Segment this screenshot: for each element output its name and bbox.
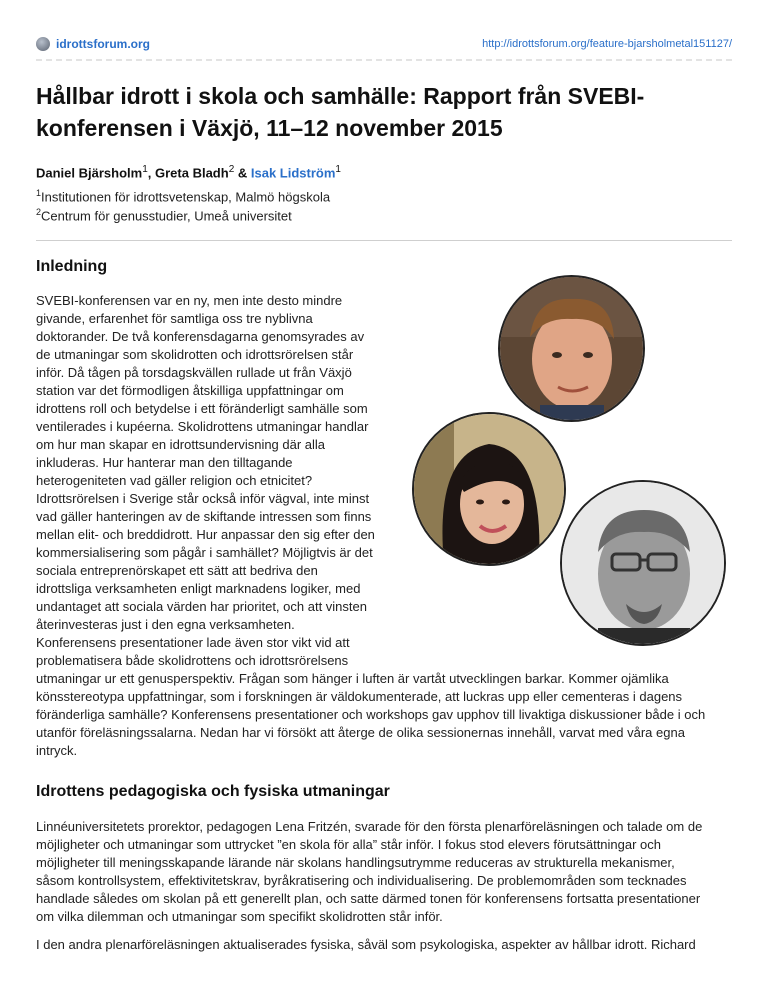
intro-paragraph-narrow [36, 292, 406, 670]
affiliation-sup: 2 [36, 207, 42, 217]
section-paragraph [36, 936, 736, 954]
site-brand[interactable] [36, 37, 150, 51]
text-line: heterogeniteten vad gäller religion och etnicitet? [36, 473, 313, 488]
text-line: könsstereotypa uppfattningar, som i forskningen är väldokumenterade, att luckras upp eller cementeras i dagens [36, 689, 683, 704]
divider [36, 240, 732, 241]
text-line: utmaningar ur ett genusperspektiv. Frågan som hänger i luften är vartåt utvecklingen barkar. Kommer ojämlika [36, 671, 669, 686]
author-list [36, 164, 341, 180]
text-line: utanför föreläsningssalarna. Nedan har vi försökt att återge de olika sessionernas innehåll, varvat med våra egna [36, 725, 685, 740]
text-line: handlade således om skolan på ett generellt plan, och satte därmed tonen för konferensens fortsatta presentationer [36, 891, 701, 906]
affiliation-sup: 1 [36, 188, 42, 198]
globe-icon [36, 37, 50, 51]
affiliation [36, 188, 330, 204]
section-paragraph [36, 818, 736, 926]
text-line: möjligheter och utmaningar som uttrycket ”en skola för alla” står inför. I fokus stod elevers förutsättningar och [36, 837, 662, 852]
affiliation [36, 207, 292, 223]
text-line: återinvesteras just i den egna verksamheten. [36, 617, 295, 632]
text-line: möjligheter till meningsskapande lärande när skolans handlingsutrymme reduceras av strukturella mekanismer, [36, 855, 675, 870]
text-line: Idrottsrörelsen i Sverige står också inför vägval, inte minst [36, 491, 370, 506]
text-line: station var det förmodligen åtskilliga uppfattningar om [36, 383, 344, 398]
text-line: om vilka dilemman och utmaningar som specifikt skolidrotten står inför. [36, 909, 443, 924]
author-name: Greta Bladh [155, 165, 229, 181]
text-line: sociala entreprenörskapet ett sätt att bedriva den [36, 563, 318, 578]
text-line: I den andra plenarföreläsningen aktualiserades fysiska, såväl som psykologiska, aspekter av hållbar idrott. Richard [36, 937, 696, 952]
text-line: inför. Då tågen på torsdagskvällen rullade ut från Växjö [36, 365, 352, 380]
author-link[interactable]: Isak Lidström [250, 165, 336, 181]
author-portrait-3 [560, 480, 726, 646]
author-separator: , [147, 165, 155, 181]
text-line: Linnéuniversitetets prorektor, pedagogen Lena Fritzén, svarade för den första plenarföreläsningen och talade om de [36, 819, 703, 834]
source-url-link[interactable]: http://idrottsforum.org/feature-bjarsholmetal151127/ [482, 38, 732, 50]
text-line: Konferensens presentationer lade även stor vikt vid att [36, 635, 350, 650]
author-sup: 2 [228, 164, 235, 175]
text-line: idrottens roll och betydelse i ett föränderligt samhälle som [36, 401, 368, 416]
text-line: givande, erfarenhet för samtliga oss tre nyblivna [36, 311, 313, 326]
text-line: idrottsliga verksamheten enligt marknadens logiker, med [36, 581, 361, 596]
text-line: om hur man skapar en idrottsundervisning där alla [36, 437, 326, 452]
text-line: intryck. [36, 743, 78, 758]
text-line: inkluderas. Hur hanterar man den tilltagande [36, 455, 293, 470]
author-separator: & [234, 165, 251, 181]
text-line: mellan elit- och breddidrott. Hur anpassar den sig efter den [36, 527, 375, 542]
site-name-link[interactable]: idrottsforum.org [56, 37, 150, 51]
affiliation-text: Institutionen för idrottsvetenskap, Malmö högskola [41, 189, 331, 205]
author-portrait-2 [412, 412, 566, 566]
author-portrait-1 [498, 275, 645, 422]
page-header [36, 33, 732, 61]
text-line: SVEBI-konferensen var en ny, men inte desto mindre [36, 293, 343, 308]
text-line: ventilerades i kupéerna. Skolidrottens utmaningar handlar [36, 419, 369, 434]
section-heading: Inledning [36, 258, 108, 275]
article-title: Hållbar idrott i skola och samhälle: Rapport från SVEBI-konferensen i Växjö, 11–12 november 2015 [36, 83, 645, 141]
text-line: vad gäller hanteringen av de skiftande intressen som finns [36, 509, 372, 524]
text-line: de utmaningar som skolidrotten och idrottsrörelsen står [36, 347, 354, 362]
section-heading: Idrottens pedagogiska och fysiska utmaningar [36, 783, 390, 800]
author-sup: 1 [335, 164, 341, 175]
affiliation-text: Centrum för genusstudier, Umeå universitet [41, 208, 292, 224]
text-line: föränderliga samhälle? Konferensens presentationer och workshops gav upphov till livaktiga diskussioner både i och [36, 707, 706, 722]
intro-paragraph-full [36, 670, 736, 760]
text-line: doktorander. De två konferensdagarna genomsyrades av [36, 329, 365, 344]
text-line: kommersialisering som pågår i samhället? Möjligtvis är det [36, 545, 373, 560]
author-sup: 1 [142, 164, 148, 175]
text-line: såsom kontrollsystem, effektivitetskrav, byråkratisering och individualisering. De problemområden som tecknades [36, 873, 687, 888]
author-name: Daniel Bjärsholm [36, 165, 143, 181]
text-line: undantaget att sociala värden har prioritet, och att vinsten [36, 599, 367, 614]
text-line: problematisera både skolidrottens och idrottsrörelsens [36, 653, 349, 668]
